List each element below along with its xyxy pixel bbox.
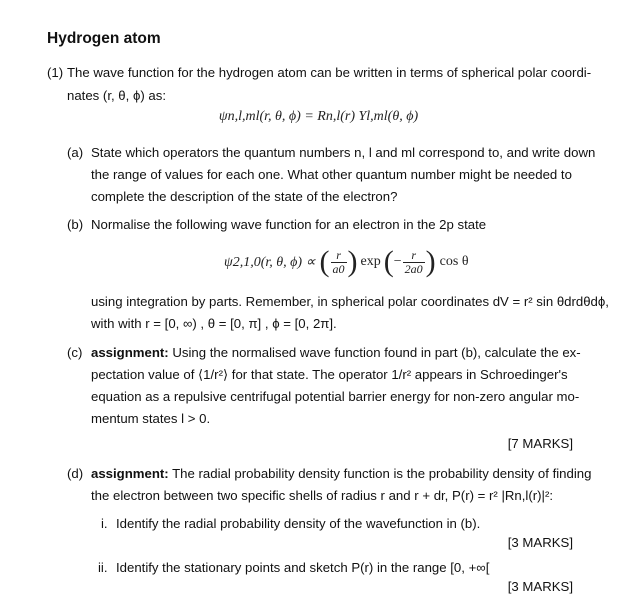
part-c-line-1	[91, 342, 581, 364]
exp-function: exp	[360, 254, 381, 269]
part-a-label: (a)	[67, 145, 84, 160]
sub-i-text: Identify the radial probability density of the wavefunction in (b).	[116, 516, 481, 531]
fraction-r-over-2a0	[403, 249, 425, 276]
wavefunction-equation: ψn,l,ml(r, θ, ϕ) = Rn,l(r) Yl,ml(θ, ϕ)	[218, 109, 419, 124]
assignment-tag: assignment:	[91, 466, 169, 481]
fraction-numerator: r	[403, 249, 425, 263]
fraction-denominator: a0	[332, 261, 345, 276]
question-intro-line-2: nates (r, θ, ϕ) as:	[67, 88, 167, 103]
part-d-label: (d)	[67, 466, 84, 481]
equation-lhs: ψ2,1,0(r, θ, ϕ) ∝	[224, 254, 316, 270]
fraction-r-over-a0	[331, 249, 347, 276]
marks-badge: [3 MARKS]	[507, 535, 573, 550]
sub-ii-label: ii.	[98, 560, 108, 575]
part-b-line-1: Normalise the following wave function for an electron in the 2p state	[91, 217, 487, 232]
part-a-line-3: complete the description of the state of the electron?	[91, 189, 398, 204]
sub-i-label: i.	[101, 516, 108, 531]
part-b-line-3: with with r = [0, ∞) , θ = [0, π] , ϕ = [0, 2π].	[91, 316, 337, 331]
part-a-line-2: the range of values for each one. What other quantum number might be needed to	[91, 167, 572, 182]
part-c-label: (c)	[67, 345, 83, 360]
part-c-line-4: mentum states l > 0.	[91, 411, 211, 426]
part-c-line-3: equation as a repulsive centrifugal potential barrier energy for non-zero angular mo-	[91, 389, 580, 404]
assignment-tag: assignment:	[91, 345, 169, 360]
sub-ii-text: Identify the stationary points and sketch P(r) in the range [0, +∞[	[116, 560, 490, 575]
part-d-text: The radial probability density function is the probability density of finding	[172, 466, 592, 481]
right-paren: )	[425, 245, 436, 278]
fraction-denominator: 2a0	[404, 261, 423, 276]
part-d-line-2: the electron between two specific shells of radius r and r + dr, P(r) = r² |Rn,l(r)|²:	[91, 488, 553, 503]
normalisation-equation	[224, 242, 469, 282]
question-number: (1)	[47, 65, 64, 80]
minus-sign: −	[393, 254, 402, 269]
part-b-label: (b)	[67, 217, 84, 232]
left-paren: (	[383, 245, 394, 278]
marks-badge: [3 MARKS]	[507, 579, 573, 594]
question-intro-line-1: The wave function for the hydrogen atom can be written in terms of spherical polar coordi-	[67, 65, 592, 80]
cos-theta: cos θ	[439, 254, 469, 269]
part-c-line-2: pectation value of ⟨1/r²⟩ for that state. The operator 1/r² appears in Schroedinger's	[91, 367, 568, 382]
part-b-line-2: using integration by parts. Remember, in spherical polar coordinates dV = r² sin θdrdθdϕ,	[91, 294, 609, 309]
part-c-text: Using the normalised wave function found in part (b), calculate the ex-	[172, 345, 581, 360]
right-paren: )	[347, 245, 358, 278]
page-title: Hydrogen atom	[47, 30, 161, 47]
fraction-numerator: r	[331, 249, 347, 263]
part-d-line-1	[91, 463, 591, 485]
marks-badge: [7 MARKS]	[507, 436, 573, 451]
part-a-line-1: State which operators the quantum numbers n, l and ml correspond to, and write down	[91, 145, 596, 160]
left-paren: (	[319, 245, 330, 278]
